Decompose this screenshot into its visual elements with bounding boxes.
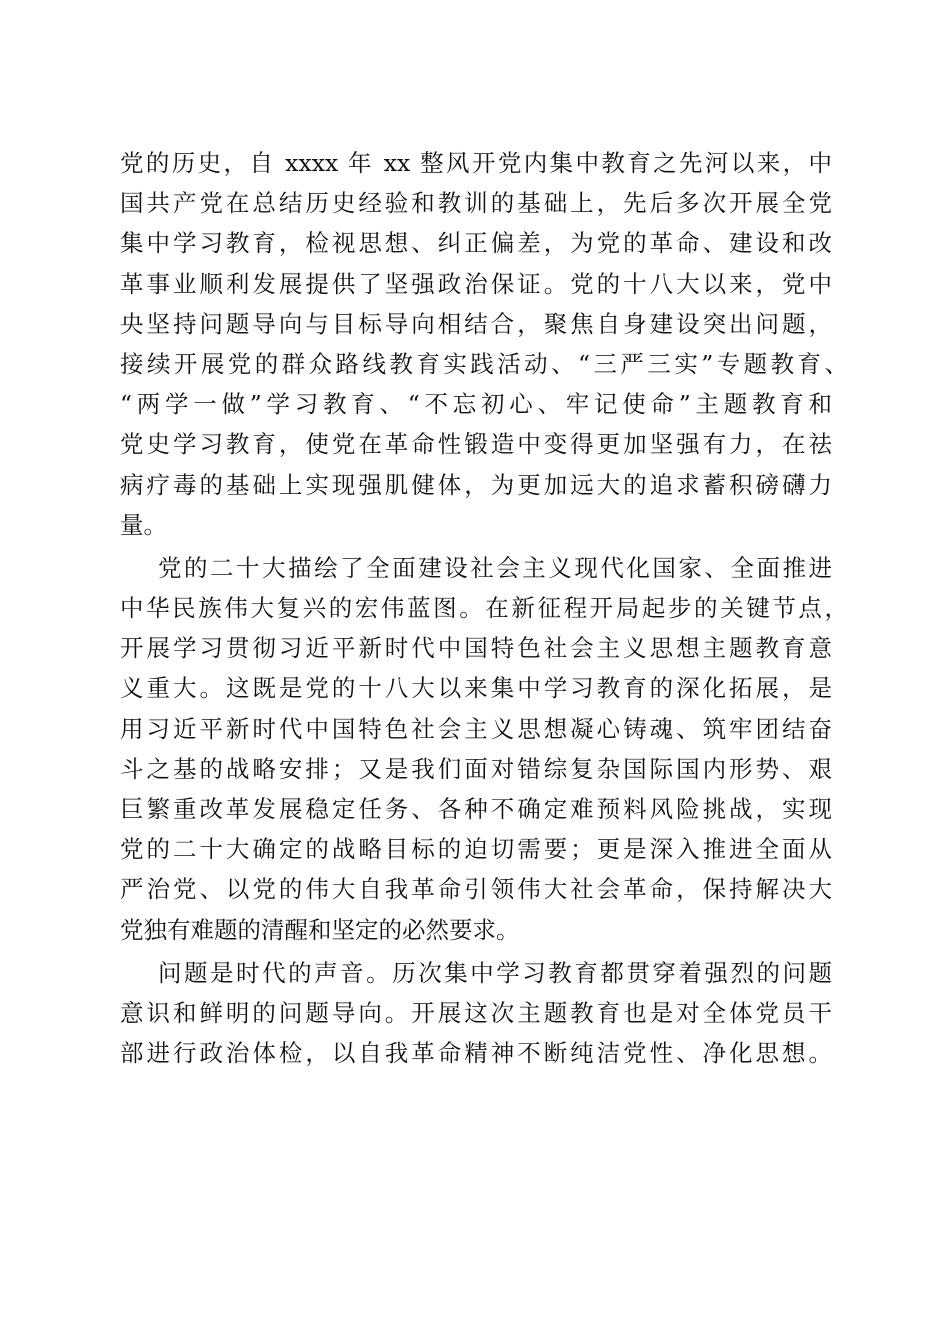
- text-line: 斗之基的战略安排；又是我们面对错综复杂国际国内形势、艰: [120, 754, 832, 783]
- text-line: 病疗毒的基础上实现强肌健体，为更加远大的追求蓄积磅礴力: [120, 470, 832, 499]
- text-line: 巨繁重改革发展稳定任务、各种不确定难预料风险挑战，实现: [120, 795, 832, 823]
- text-line: 党的二十大描绘了全面建设社会主义现代化国家、全面推进: [158, 553, 832, 582]
- text-line: 严治党、以党的伟大自我革命引领伟大社会革命，保持解决大: [120, 875, 832, 904]
- text-line: “两学一做”学习教育、“不忘初心、牢记使命”主题教育和: [120, 390, 832, 419]
- text-line: 党史学习教育，使党在革命性锻造中变得更加坚强有力，在祛: [120, 430, 832, 459]
- text-line: 接续开展党的群众路线教育实践活动、“三严三实”专题教育、: [120, 349, 848, 378]
- text-line: 革事业顺利发展提供了坚强政治保证。党的十八大以来，党中: [120, 269, 832, 298]
- paragraph: [120, 548, 848, 950]
- document-page: [120, 143, 848, 1073]
- text-line: 用习近平新时代中国特色社会主义思想凝心铸魂、筑牢团结奋: [120, 714, 832, 743]
- text-line: 义重大。这既是党的十八大以来集中学习教育的深化拓展，是: [120, 674, 832, 703]
- text-line: 中华民族伟大复兴的宏伟蓝图。在新征程开局起步的关键节点，: [120, 594, 848, 623]
- text-line: 党的二十大确定的战略目标的迫切需要；更是深入推进全面从: [120, 835, 832, 864]
- text-line: 开展学习贯彻习近平新时代中国特色社会主义思想主题教育意: [120, 634, 832, 663]
- text-line: 央坚持问题导向与目标导向相结合，聚焦自身建设突出问题，: [120, 309, 832, 338]
- text-line: 量。: [120, 510, 167, 539]
- text-line: 意识和鲜明的问题导向。开展这次主题教育也是对全体党员干: [120, 998, 832, 1027]
- paragraph: [120, 143, 848, 545]
- text-line: 集中学习教育，检视思想、纠正偏差，为党的革命、建设和改: [120, 229, 832, 258]
- paragraph: [120, 953, 832, 1074]
- text-line: 党独有难题的清醒和坚定的必然要求。: [120, 915, 520, 944]
- text-line: 党的历史，自 xxxx 年 xx 整风开党内集中教育之先河以来，中: [120, 149, 832, 177]
- text-line: 问题是时代的声音。历次集中学习教育都贯穿着强烈的问题: [158, 958, 832, 987]
- text-line: 部进行政治体检，以自我革命精神不断纯洁党性、净化思想。: [120, 1039, 832, 1068]
- text-line: 国共产党在总结历史经验和教训的基础上，先后多次开展全党: [120, 189, 832, 218]
